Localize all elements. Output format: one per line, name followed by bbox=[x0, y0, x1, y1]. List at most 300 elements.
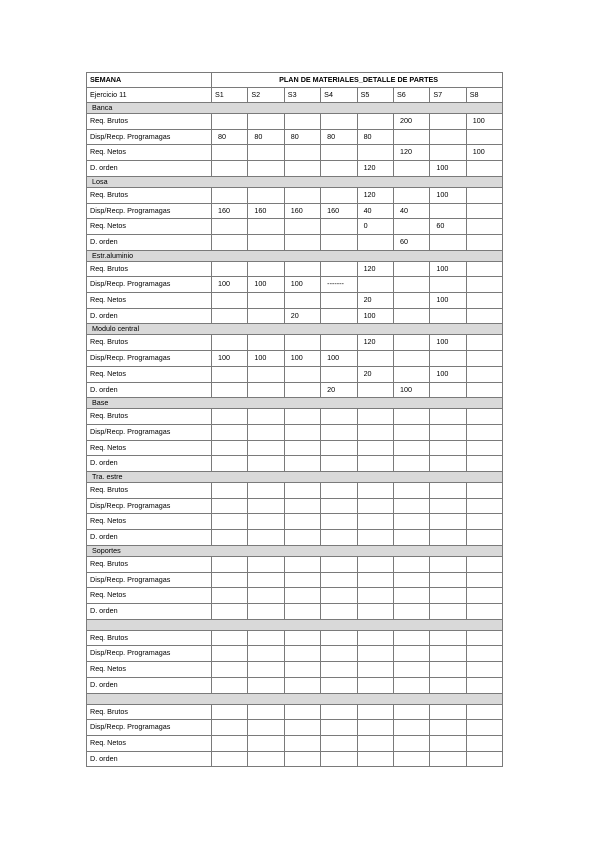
week-value-cell bbox=[357, 351, 393, 367]
week-value-cell bbox=[212, 556, 248, 572]
week-value-cell bbox=[357, 556, 393, 572]
week-value-cell bbox=[212, 530, 248, 546]
row-label: Req. Netos bbox=[87, 293, 212, 309]
week-value-cell bbox=[466, 161, 502, 177]
week-value-cell bbox=[357, 277, 393, 293]
week-value-cell bbox=[284, 556, 320, 572]
row-label: Req. Netos bbox=[87, 366, 212, 382]
week-value-cell bbox=[212, 219, 248, 235]
week-value-cell bbox=[393, 277, 429, 293]
week-value-cell bbox=[430, 677, 466, 693]
week-value-cell bbox=[321, 588, 357, 604]
week-value-cell bbox=[393, 293, 429, 309]
week-value-cell bbox=[321, 662, 357, 678]
week-value-cell bbox=[321, 335, 357, 351]
table-row bbox=[87, 366, 503, 382]
week-value-cell bbox=[393, 751, 429, 767]
week-value-cell bbox=[430, 382, 466, 398]
week-value-cell bbox=[284, 366, 320, 382]
week-value-cell: 100 bbox=[248, 351, 284, 367]
week-value-cell bbox=[466, 293, 502, 309]
week-value-cell bbox=[466, 646, 502, 662]
row-label: D. orden bbox=[87, 751, 212, 767]
week-value-cell bbox=[248, 382, 284, 398]
row-label: Req. Netos bbox=[87, 219, 212, 235]
week-value-cell bbox=[466, 630, 502, 646]
week-value-cell bbox=[321, 498, 357, 514]
week-value-cell bbox=[212, 234, 248, 250]
week-value-cell bbox=[430, 129, 466, 145]
week-value-cell bbox=[357, 630, 393, 646]
week-value-cell bbox=[212, 382, 248, 398]
week-value-cell bbox=[212, 662, 248, 678]
week-value-cell bbox=[212, 720, 248, 736]
week-value-cell bbox=[212, 261, 248, 277]
week-value-cell bbox=[212, 483, 248, 499]
week-value-cell bbox=[212, 630, 248, 646]
week-value-cell bbox=[212, 498, 248, 514]
week-value-cell bbox=[466, 751, 502, 767]
week-value-cell bbox=[284, 261, 320, 277]
week-value-cell bbox=[393, 456, 429, 472]
table-row bbox=[87, 293, 503, 309]
week-value-cell bbox=[430, 704, 466, 720]
week-value-cell bbox=[393, 335, 429, 351]
week-value-cell: 0 bbox=[357, 219, 393, 235]
week-value-cell bbox=[393, 603, 429, 619]
week-value-cell bbox=[466, 335, 502, 351]
row-label: Req. Netos bbox=[87, 514, 212, 530]
week-value-cell bbox=[321, 735, 357, 751]
week-value-cell bbox=[393, 161, 429, 177]
row-label: Disp/Recp. Programagas bbox=[87, 498, 212, 514]
week-value-cell: 60 bbox=[393, 234, 429, 250]
table-row bbox=[87, 456, 503, 472]
table-row bbox=[87, 145, 503, 161]
section-header-row bbox=[87, 693, 503, 704]
week-value-cell bbox=[212, 751, 248, 767]
table-row bbox=[87, 662, 503, 678]
row-label: Req. Netos bbox=[87, 735, 212, 751]
week-value-cell bbox=[321, 366, 357, 382]
section-header-row bbox=[87, 176, 503, 187]
row-label: D. orden bbox=[87, 677, 212, 693]
section-name: Modulo central bbox=[87, 324, 503, 335]
week-value-cell bbox=[248, 456, 284, 472]
week-header-s4: S4 bbox=[321, 88, 357, 103]
table-row bbox=[87, 630, 503, 646]
week-value-cell bbox=[248, 514, 284, 530]
week-value-cell: 80 bbox=[212, 129, 248, 145]
week-value-cell bbox=[393, 646, 429, 662]
row-label: Disp/Recp. Programagas bbox=[87, 572, 212, 588]
week-value-cell bbox=[248, 646, 284, 662]
week-value-cell bbox=[248, 530, 284, 546]
row-label: Disp/Recp. Programagas bbox=[87, 720, 212, 736]
week-value-cell bbox=[430, 409, 466, 425]
week-value-cell bbox=[284, 735, 320, 751]
week-value-cell bbox=[466, 704, 502, 720]
week-value-cell bbox=[357, 483, 393, 499]
row-label: Req. Netos bbox=[87, 145, 212, 161]
week-value-cell bbox=[321, 630, 357, 646]
week-value-cell bbox=[466, 483, 502, 499]
exercise-label: Ejercicio 11 bbox=[87, 88, 212, 103]
week-value-cell: 120 bbox=[357, 335, 393, 351]
row-label: D. orden bbox=[87, 161, 212, 177]
row-label: D. orden bbox=[87, 603, 212, 619]
week-value-cell bbox=[393, 308, 429, 324]
row-label: D. orden bbox=[87, 234, 212, 250]
section-name bbox=[87, 693, 503, 704]
week-value-cell: 100 bbox=[430, 261, 466, 277]
section-name: Tra. estre bbox=[87, 472, 503, 483]
week-value-cell bbox=[284, 145, 320, 161]
week-value-cell: 100 bbox=[466, 145, 502, 161]
week-value-cell bbox=[430, 440, 466, 456]
week-value-cell: 160 bbox=[321, 203, 357, 219]
week-value-cell bbox=[212, 704, 248, 720]
week-value-cell bbox=[284, 161, 320, 177]
week-value-cell: 80 bbox=[284, 129, 320, 145]
week-value-cell bbox=[466, 351, 502, 367]
week-value-cell bbox=[357, 646, 393, 662]
week-value-cell: 120 bbox=[393, 145, 429, 161]
week-value-cell bbox=[430, 145, 466, 161]
week-value-cell bbox=[212, 145, 248, 161]
week-value-cell bbox=[357, 424, 393, 440]
week-value-cell: ------- bbox=[321, 277, 357, 293]
week-value-cell bbox=[284, 440, 320, 456]
section-name: Estr.aluminio bbox=[87, 250, 503, 261]
week-value-cell bbox=[212, 735, 248, 751]
table-row bbox=[87, 483, 503, 499]
week-value-cell bbox=[284, 662, 320, 678]
week-value-cell bbox=[466, 219, 502, 235]
week-value-cell bbox=[466, 498, 502, 514]
week-value-cell bbox=[248, 308, 284, 324]
week-value-cell bbox=[466, 603, 502, 619]
week-value-cell bbox=[321, 677, 357, 693]
week-value-cell: 40 bbox=[357, 203, 393, 219]
week-value-cell: 80 bbox=[321, 129, 357, 145]
table-row bbox=[87, 735, 503, 751]
weeks-row bbox=[87, 88, 503, 103]
week-value-cell bbox=[212, 456, 248, 472]
week-value-cell bbox=[321, 456, 357, 472]
section-name: Banca bbox=[87, 103, 503, 114]
week-value-cell bbox=[393, 187, 429, 203]
section-header-row bbox=[87, 619, 503, 630]
week-value-cell bbox=[430, 351, 466, 367]
week-value-cell bbox=[284, 335, 320, 351]
week-label: SEMANA bbox=[87, 73, 212, 88]
week-value-cell bbox=[393, 424, 429, 440]
week-value-cell bbox=[248, 293, 284, 309]
week-value-cell bbox=[212, 646, 248, 662]
table-row bbox=[87, 261, 503, 277]
table-row bbox=[87, 308, 503, 324]
week-value-cell: 20 bbox=[357, 366, 393, 382]
week-value-cell: 100 bbox=[430, 366, 466, 382]
week-value-cell bbox=[284, 234, 320, 250]
week-value-cell bbox=[393, 440, 429, 456]
week-value-cell bbox=[321, 530, 357, 546]
week-value-cell: 100 bbox=[430, 161, 466, 177]
week-value-cell bbox=[466, 424, 502, 440]
week-value-cell: 120 bbox=[357, 261, 393, 277]
week-value-cell bbox=[284, 219, 320, 235]
week-value-cell bbox=[284, 456, 320, 472]
week-value-cell bbox=[466, 261, 502, 277]
week-value-cell bbox=[284, 382, 320, 398]
week-value-cell bbox=[430, 483, 466, 499]
week-value-cell: 100 bbox=[212, 277, 248, 293]
table-row bbox=[87, 646, 503, 662]
week-value-cell bbox=[430, 308, 466, 324]
row-label: Req. Brutos bbox=[87, 114, 212, 130]
week-value-cell bbox=[393, 720, 429, 736]
week-value-cell bbox=[321, 219, 357, 235]
week-value-cell: 100 bbox=[393, 382, 429, 398]
week-value-cell bbox=[466, 187, 502, 203]
week-value-cell bbox=[212, 161, 248, 177]
week-value-cell: 80 bbox=[248, 129, 284, 145]
week-value-cell bbox=[430, 514, 466, 530]
week-value-cell bbox=[284, 530, 320, 546]
week-value-cell bbox=[466, 234, 502, 250]
week-value-cell bbox=[321, 483, 357, 499]
table-row bbox=[87, 114, 503, 130]
week-value-cell bbox=[357, 603, 393, 619]
week-value-cell bbox=[357, 704, 393, 720]
section-header-row bbox=[87, 398, 503, 409]
week-value-cell bbox=[357, 735, 393, 751]
week-value-cell bbox=[393, 261, 429, 277]
row-label: Req. Brutos bbox=[87, 261, 212, 277]
week-value-cell bbox=[357, 720, 393, 736]
week-value-cell bbox=[284, 409, 320, 425]
week-value-cell bbox=[248, 588, 284, 604]
table-row bbox=[87, 409, 503, 425]
table-row bbox=[87, 556, 503, 572]
week-value-cell bbox=[466, 308, 502, 324]
week-value-cell bbox=[248, 440, 284, 456]
week-value-cell bbox=[357, 530, 393, 546]
week-value-cell bbox=[430, 662, 466, 678]
week-value-cell bbox=[212, 572, 248, 588]
row-label: Disp/Recp. Programagas bbox=[87, 277, 212, 293]
week-value-cell: 160 bbox=[212, 203, 248, 219]
row-label: Req. Brutos bbox=[87, 704, 212, 720]
week-value-cell bbox=[321, 293, 357, 309]
week-value-cell bbox=[466, 720, 502, 736]
table-row bbox=[87, 572, 503, 588]
week-value-cell bbox=[284, 114, 320, 130]
week-value-cell bbox=[430, 735, 466, 751]
table-row bbox=[87, 203, 503, 219]
week-value-cell bbox=[393, 530, 429, 546]
week-value-cell: 100 bbox=[248, 277, 284, 293]
week-value-cell: 200 bbox=[393, 114, 429, 130]
week-value-cell bbox=[393, 498, 429, 514]
week-value-cell bbox=[393, 351, 429, 367]
week-value-cell bbox=[466, 677, 502, 693]
week-value-cell bbox=[430, 498, 466, 514]
week-value-cell bbox=[248, 335, 284, 351]
week-value-cell bbox=[393, 704, 429, 720]
week-value-cell bbox=[248, 366, 284, 382]
row-label: D. orden bbox=[87, 456, 212, 472]
week-value-cell bbox=[321, 114, 357, 130]
week-value-cell bbox=[430, 720, 466, 736]
week-value-cell bbox=[284, 677, 320, 693]
week-value-cell bbox=[284, 603, 320, 619]
week-value-cell bbox=[430, 530, 466, 546]
week-value-cell bbox=[248, 424, 284, 440]
week-value-cell: 100 bbox=[284, 277, 320, 293]
table-row bbox=[87, 677, 503, 693]
week-value-cell bbox=[321, 424, 357, 440]
week-value-cell bbox=[430, 588, 466, 604]
table-row bbox=[87, 720, 503, 736]
table-title: PLAN DE MATERIALES_DETALLE DE PARTES bbox=[212, 73, 503, 88]
week-value-cell bbox=[393, 677, 429, 693]
week-value-cell bbox=[248, 234, 284, 250]
table-row bbox=[87, 187, 503, 203]
week-value-cell bbox=[321, 556, 357, 572]
row-label: Disp/Recp. Programagas bbox=[87, 646, 212, 662]
week-value-cell: 100 bbox=[357, 308, 393, 324]
table-row bbox=[87, 603, 503, 619]
week-value-cell bbox=[248, 662, 284, 678]
section-name: Soportes bbox=[87, 545, 503, 556]
week-value-cell bbox=[430, 646, 466, 662]
week-value-cell bbox=[212, 335, 248, 351]
week-value-cell bbox=[466, 530, 502, 546]
week-value-cell bbox=[393, 129, 429, 145]
week-value-cell bbox=[284, 646, 320, 662]
week-header-s2: S2 bbox=[248, 88, 284, 103]
week-value-cell bbox=[393, 735, 429, 751]
table-row bbox=[87, 234, 503, 250]
week-value-cell bbox=[357, 662, 393, 678]
week-value-cell bbox=[430, 234, 466, 250]
week-header-s3: S3 bbox=[284, 88, 320, 103]
row-label: Req. Brutos bbox=[87, 409, 212, 425]
week-value-cell bbox=[284, 630, 320, 646]
week-value-cell bbox=[466, 572, 502, 588]
table-row bbox=[87, 514, 503, 530]
week-value-cell bbox=[466, 129, 502, 145]
week-value-cell: 100 bbox=[430, 187, 466, 203]
row-label: Req. Netos bbox=[87, 440, 212, 456]
week-value-cell bbox=[430, 603, 466, 619]
week-value-cell bbox=[248, 261, 284, 277]
week-value-cell bbox=[321, 187, 357, 203]
week-value-cell bbox=[321, 261, 357, 277]
week-value-cell bbox=[357, 114, 393, 130]
week-value-cell: 40 bbox=[393, 203, 429, 219]
week-header-s5: S5 bbox=[357, 88, 393, 103]
table-row bbox=[87, 440, 503, 456]
week-value-cell bbox=[466, 456, 502, 472]
table-row bbox=[87, 424, 503, 440]
week-value-cell bbox=[357, 456, 393, 472]
week-value-cell bbox=[248, 483, 284, 499]
week-value-cell bbox=[393, 483, 429, 499]
row-label: Disp/Recp. Programagas bbox=[87, 424, 212, 440]
section-name: Base bbox=[87, 398, 503, 409]
week-value-cell: 20 bbox=[321, 382, 357, 398]
week-value-cell bbox=[212, 114, 248, 130]
week-value-cell bbox=[284, 187, 320, 203]
week-value-cell bbox=[212, 440, 248, 456]
week-value-cell bbox=[248, 720, 284, 736]
row-label: D. orden bbox=[87, 530, 212, 546]
week-value-cell bbox=[430, 572, 466, 588]
week-value-cell bbox=[212, 366, 248, 382]
table-body bbox=[87, 73, 503, 767]
week-value-cell bbox=[284, 572, 320, 588]
row-label: Req. Brutos bbox=[87, 483, 212, 499]
week-value-cell bbox=[393, 630, 429, 646]
table-row bbox=[87, 498, 503, 514]
section-header-row bbox=[87, 324, 503, 335]
week-value-cell bbox=[248, 498, 284, 514]
week-value-cell bbox=[321, 603, 357, 619]
week-value-cell bbox=[248, 556, 284, 572]
table-row bbox=[87, 161, 503, 177]
week-value-cell bbox=[393, 219, 429, 235]
week-value-cell bbox=[466, 588, 502, 604]
materials-plan-table bbox=[86, 72, 503, 767]
week-value-cell bbox=[357, 588, 393, 604]
week-value-cell bbox=[466, 556, 502, 572]
week-value-cell bbox=[430, 556, 466, 572]
week-value-cell bbox=[466, 366, 502, 382]
week-value-cell bbox=[430, 424, 466, 440]
week-value-cell bbox=[466, 735, 502, 751]
week-value-cell bbox=[357, 677, 393, 693]
row-label: Disp/Recp. Programagas bbox=[87, 129, 212, 145]
week-value-cell bbox=[248, 219, 284, 235]
week-value-cell: 100 bbox=[321, 351, 357, 367]
week-value-cell bbox=[393, 366, 429, 382]
week-header-s1: S1 bbox=[212, 88, 248, 103]
week-value-cell bbox=[212, 409, 248, 425]
week-value-cell bbox=[284, 424, 320, 440]
week-value-cell: 100 bbox=[466, 114, 502, 130]
week-value-cell bbox=[284, 751, 320, 767]
week-value-cell: 160 bbox=[284, 203, 320, 219]
week-value-cell bbox=[466, 203, 502, 219]
week-value-cell bbox=[284, 483, 320, 499]
week-value-cell bbox=[466, 662, 502, 678]
section-header-row bbox=[87, 103, 503, 114]
week-value-cell bbox=[393, 662, 429, 678]
week-value-cell bbox=[393, 588, 429, 604]
week-value-cell bbox=[284, 293, 320, 309]
week-value-cell bbox=[248, 114, 284, 130]
week-value-cell: 120 bbox=[357, 187, 393, 203]
week-value-cell bbox=[466, 440, 502, 456]
week-value-cell: 60 bbox=[430, 219, 466, 235]
week-value-cell bbox=[357, 409, 393, 425]
table-row bbox=[87, 530, 503, 546]
week-value-cell bbox=[357, 234, 393, 250]
week-value-cell bbox=[248, 603, 284, 619]
